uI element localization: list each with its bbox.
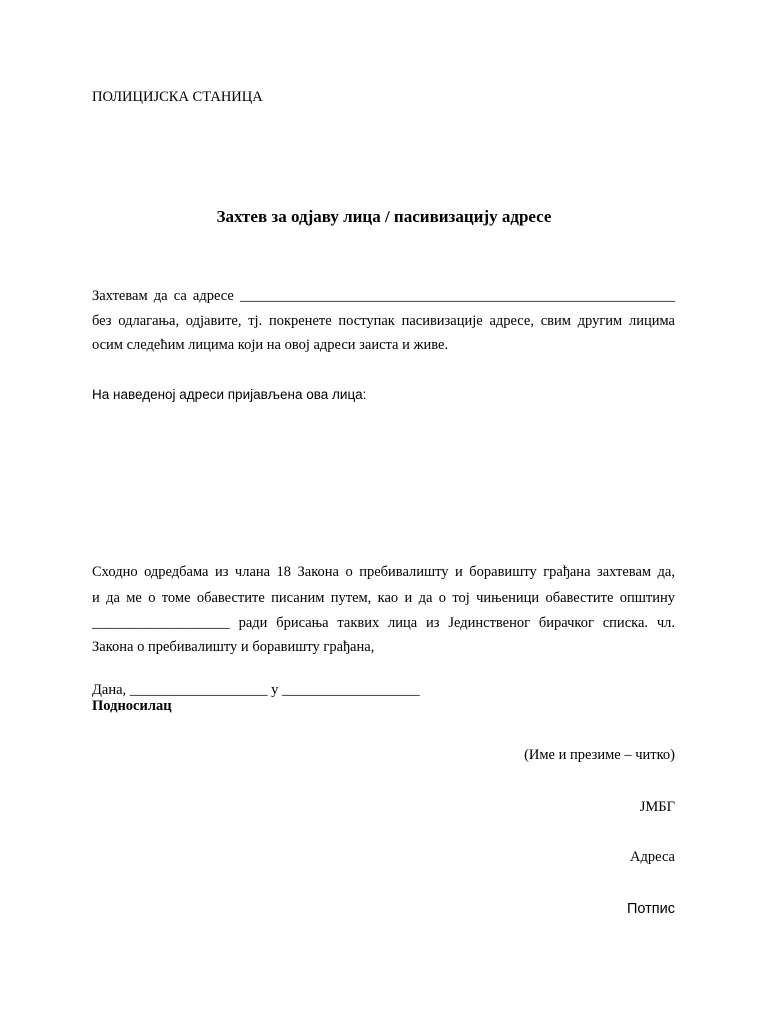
- police-station-heading: ПОЛИЦИЈСКА СТАНИЦА: [92, 89, 263, 105]
- request-line-2: без одлагања, одјавите, тј. покренете поступак пасивизације адресе, свим другим лицима: [92, 313, 675, 329]
- address-field-label: Адреса: [630, 849, 675, 865]
- name-field-label: (Име и презиме – читко): [524, 747, 675, 763]
- jmbg-field-label: ЈМБГ: [639, 799, 675, 815]
- date-place-line: Дана, ___________________ у ___________________: [92, 682, 420, 698]
- applicant-label: Подносилац: [92, 698, 172, 714]
- signature-field-label: Потпис: [626, 901, 675, 917]
- legal-line-4: Закона о пребивалишту и боравишту грађана,: [92, 639, 375, 655]
- legal-line-1: Сходно одредбама из члана 18 Закона о пребивалишту и боравишту грађана захтевам да,: [92, 564, 675, 580]
- document-title: Захтев за одјаву лица / пасивизацију адресе: [216, 207, 552, 226]
- legal-line-3: ___________________ ради брисања таквих лица из Јединственог бирачког списка. чл.: [92, 615, 675, 631]
- registered-persons-label: На наведеној адреси пријављена ова лица:: [92, 387, 367, 402]
- request-line-3: осим следећим лицима који на овој адреси заиста и живе.: [92, 337, 449, 353]
- legal-line-2: и да ме о томе обавестите писаним путем, као и да о тој чињеници обавестите општину: [92, 590, 675, 606]
- request-line-1: Захтевам да са адресе ____________________________________________________________: [92, 288, 675, 304]
